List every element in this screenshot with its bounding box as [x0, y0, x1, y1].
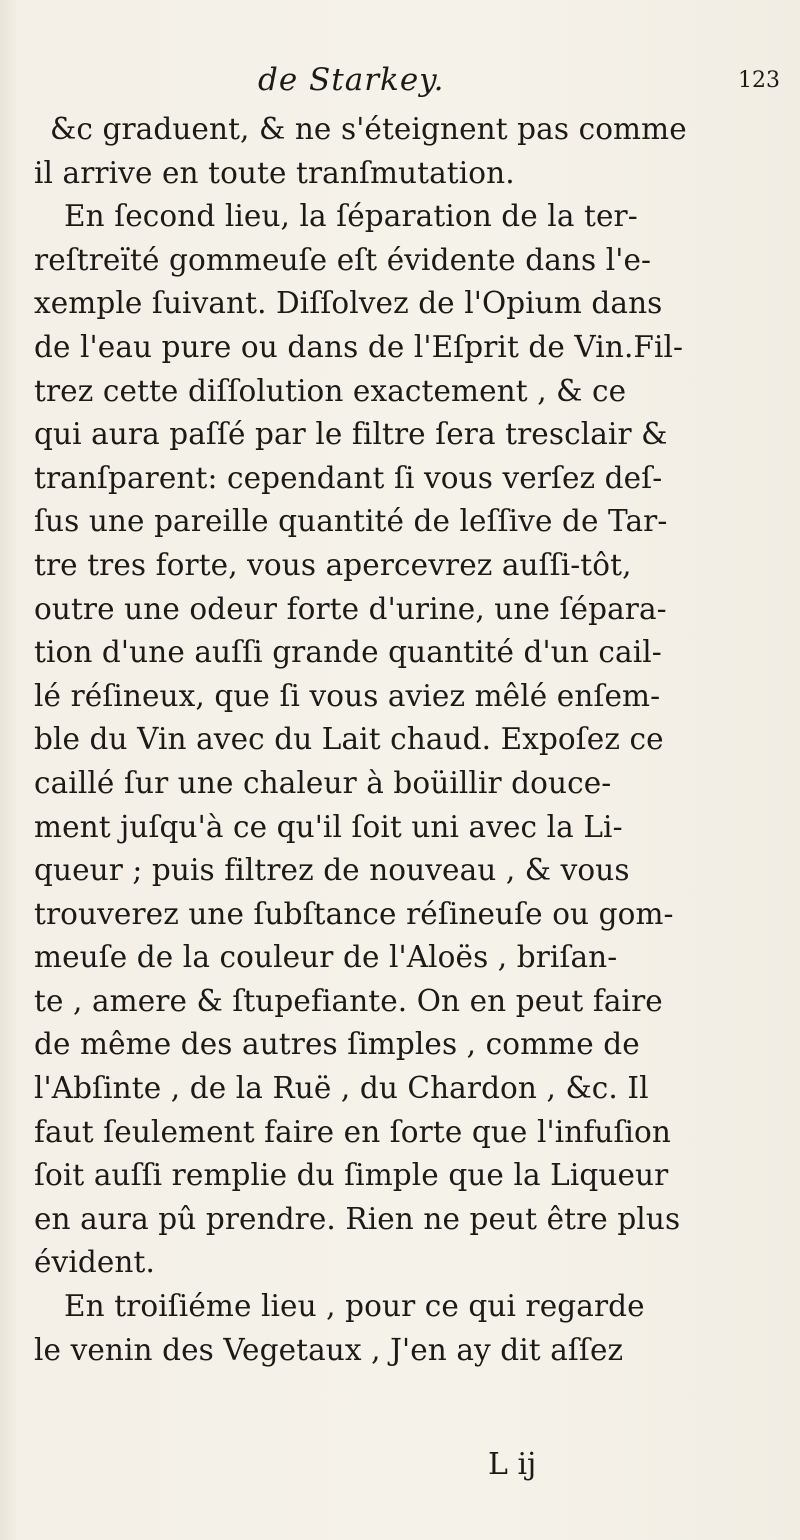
- text-line: ſoit auſſi remplie du ſimple que la Liqueur: [34, 1158, 669, 1193]
- running-head: de Starkey.: [258, 62, 445, 98]
- text-line: caillé ſur une chaleur à boüillir douce-: [34, 765, 612, 800]
- text-line: tre tres forte, vous apercevrez auſſi-tôt,: [34, 547, 632, 582]
- text-line: lé réſineux, que ſi vous aviez mêlé enſem-: [34, 678, 661, 713]
- text-line: outre une odeur forte d'urine, une ſépara-: [34, 591, 667, 626]
- text-line: tion d'une auſſi grande quantité d'un cail-: [34, 635, 662, 670]
- text-line: ſus une pareille quantité de leſſive de Tar-: [34, 504, 668, 539]
- text-line: qui aura paſſé par le filtre ſera tresclair &: [34, 417, 668, 452]
- text-line: ment juſqu'à ce qu'il ſoit uni avec la Li-: [34, 809, 623, 844]
- text-line: te , amere & ſtupefiante. On en peut faire: [34, 983, 663, 1018]
- text-line: meuſe de la couleur de l'Aloës , briſan-: [34, 940, 618, 975]
- text-line: &c graduent, & ne s'éteignent pas comme: [50, 112, 687, 146]
- signature-mark: L ij: [488, 1447, 537, 1482]
- text-line: de même des autres ſimples , comme de: [34, 1027, 640, 1062]
- text-line: en aura pû prendre. Rien ne peut être plus: [34, 1201, 681, 1236]
- text-line: reſtreïté gommeuſe eſt évidente dans l'e-: [34, 242, 652, 277]
- text-line: il arrive en toute tranſmutation.: [34, 155, 515, 190]
- text-line: de l'eau pure ou dans de l'Eſprit de Vin.Fil-: [34, 329, 684, 364]
- text-line: ble du Vin avec du Lait chaud. Expoſez ce: [34, 722, 664, 757]
- text-line: l'Abſinte , de la Ruë , du Chardon , &c. Il: [34, 1071, 649, 1106]
- text-line: trez cette diſſolution exactement , & ce: [34, 373, 627, 408]
- page-header: [0, 62, 800, 102]
- text-line: xemple ſuivant. Diſſolvez de l'Opium dans: [34, 286, 663, 321]
- text-line: queur ; puis filtrez de nouveau , & vous: [34, 853, 630, 888]
- text-line: En troiſiéme lieu , pour ce qui regarde: [64, 1289, 645, 1324]
- text-line: tranſparent: cependant ſi vous verſez deſ-: [34, 460, 663, 495]
- text-line: évident.: [34, 1245, 155, 1280]
- text-line: le venin des Vegetaux , J'en ay dit aſſez: [34, 1332, 624, 1367]
- body-text: [34, 108, 794, 1372]
- page-number: 123: [738, 68, 780, 93]
- text-line: En ſecond lieu, la ſéparation de la ter-: [64, 199, 638, 234]
- text-line: trouverez une ſubſtance réſineuſe ou gom-: [34, 896, 674, 931]
- text-line: faut ſeulement faire en ſorte que l'infuſion: [34, 1114, 671, 1149]
